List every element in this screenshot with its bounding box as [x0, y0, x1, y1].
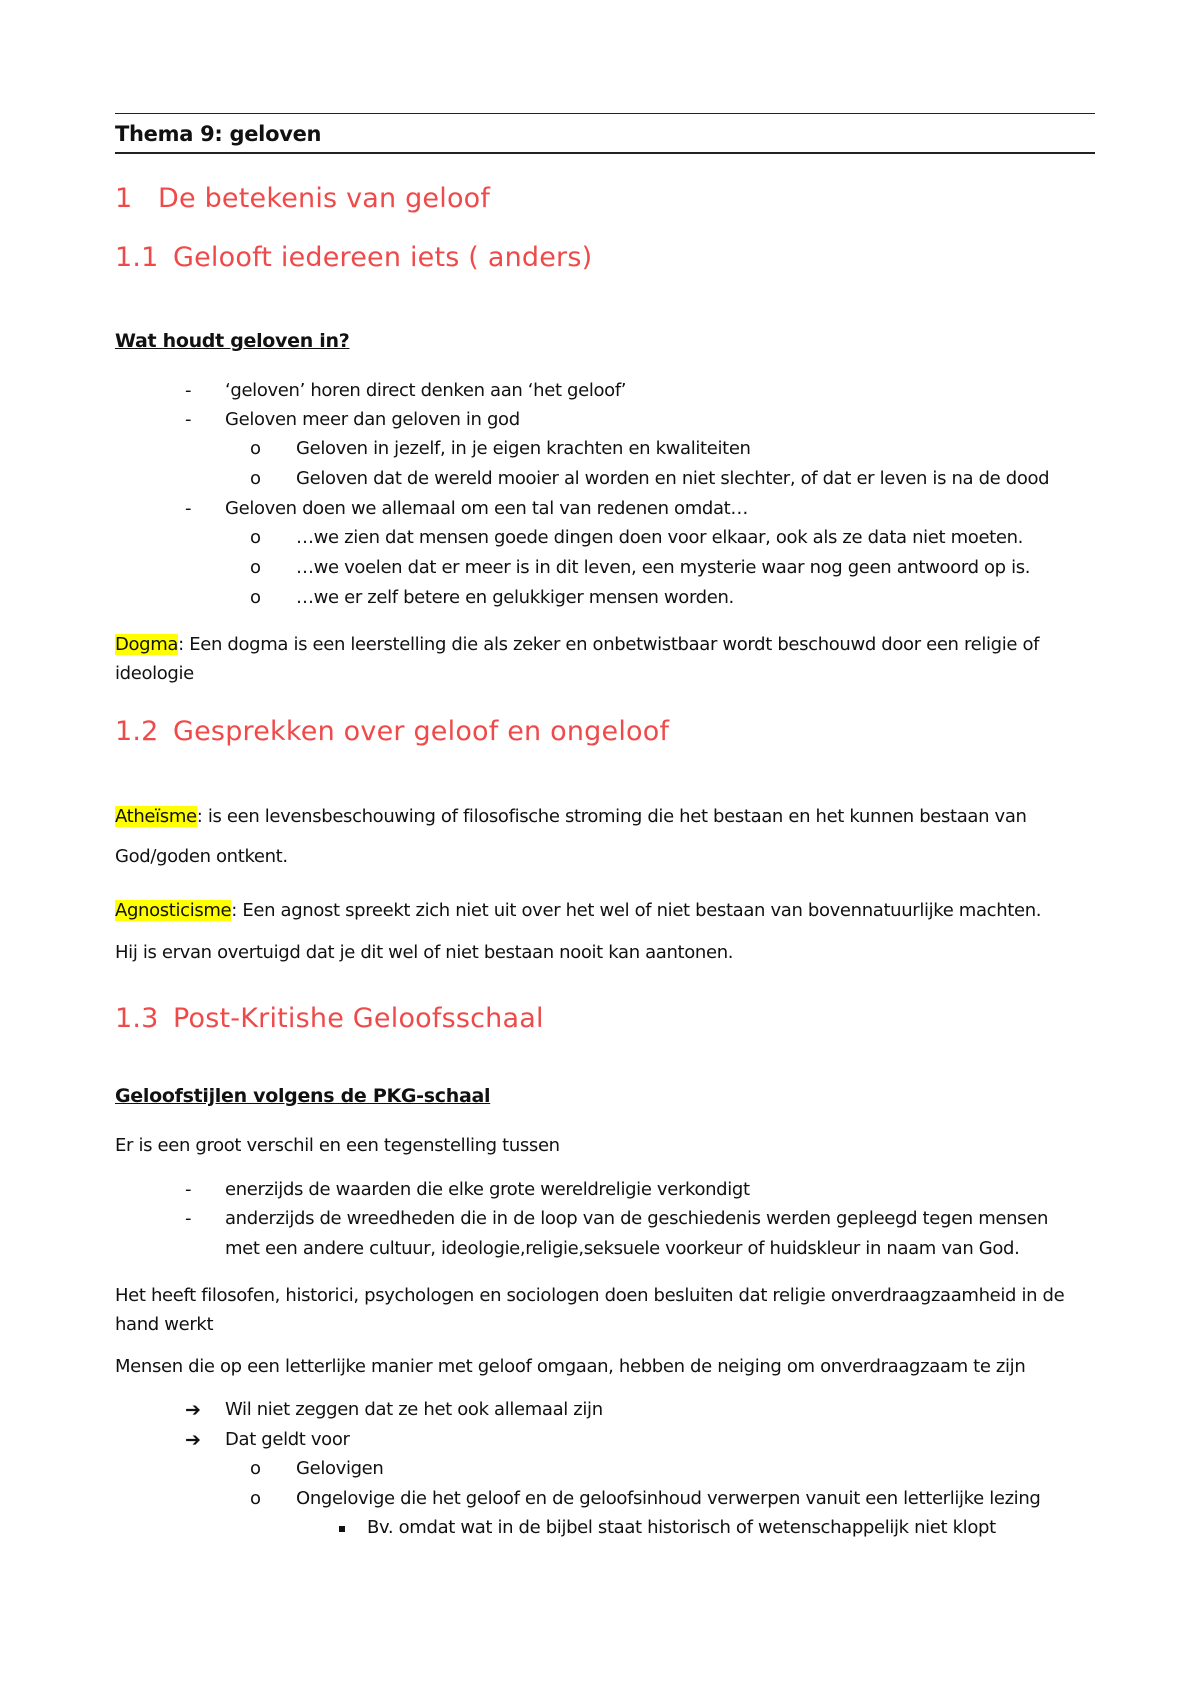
list-marker: o: [250, 1488, 262, 1509]
atheisme-definition: [115, 797, 1095, 877]
dogma-text: : Een dogma is een leerstelling die als zeker en onbetwistbaar wordt beschouwd door een religie of ideologie: [115, 634, 1040, 684]
list-item: …we er zelf betere en gelukkiger mensen worden.: [296, 587, 734, 608]
atheisme-term: Atheïsme: [115, 806, 197, 827]
list-marker: o: [250, 468, 262, 489]
sublist-item: Ongelovige die het geloof en de geloofsinhoud verwerpen vanuit een letterlijke lezing: [296, 1488, 1041, 1509]
list-marker: o: [250, 1458, 262, 1479]
dogma-term: Dogma: [115, 634, 179, 655]
paragraph-filosofen: Het heeft filosofen, historici, psychologen en sociologen doen besluiten dat religie onverdraagzaamheid in de hand werkt: [115, 1285, 1065, 1335]
title-bottom-rule: [115, 152, 1095, 154]
square-bullet-icon: [339, 1526, 345, 1532]
sub-sublist-item: Bv. omdat wat in de bijbel staat historisch of wetenschappelijk niet klopt: [367, 1517, 996, 1538]
heading-1-3-number: 1.3: [115, 1003, 159, 1034]
list-item: enerzijds de waarden die elke grote wereldreligie verkondigt: [225, 1179, 750, 1200]
list-item: …we voelen dat er meer is in dit leven, een mysterie waar nog geen antwoord op is.: [296, 557, 1031, 578]
heading-1-2: [115, 716, 669, 747]
dogma-definition: [115, 630, 1095, 688]
intro-paragraph: Er is een groot verschil en een tegenstelling tussen: [115, 1135, 560, 1156]
paragraph-mensen: Mensen die op een letterlijke manier met geloof omgaan, hebben de neiging om onverdraagzaam te zijn: [115, 1356, 1026, 1377]
heading-1-3-text: Post-Kritishe Geloofsschaal: [173, 1003, 544, 1034]
arrow-item: Wil niet zeggen dat ze het ook allemaal zijn: [225, 1399, 603, 1420]
list-marker: -: [185, 498, 192, 519]
heading-1-number: 1: [115, 183, 133, 214]
agnosticisme-text: : Een agnost spreekt zich niet uit over het wel of niet bestaan van bovennatuurlijke machten.: [231, 900, 1042, 921]
list-item: …we zien dat mensen goede dingen doen voor elkaar, ook als ze data niet moeten.: [296, 527, 1024, 548]
agnosticisme-term: Agnosticisme: [115, 900, 232, 921]
list-item: Geloven in jezelf, in je eigen krachten en kwaliteiten: [296, 438, 751, 459]
heading-1-1-text: Gelooft iedereen iets ( anders): [173, 242, 593, 273]
arrow-item: Dat geldt voor: [225, 1429, 350, 1450]
atheisme-text: : is een levensbeschouwing of filosofische stroming die het bestaan en het kunnen bestaan van God/goden ontkent.: [115, 806, 1027, 867]
list-marker: -: [185, 409, 192, 430]
subheading-wat-houdt-geloven-in: Wat houdt geloven in?: [115, 330, 350, 352]
list-item-continuation: met een andere cultuur, ideologie,religie,seksuele voorkeur of huidskleur in naam van God.: [225, 1238, 1020, 1259]
heading-1-text: De betekenis van geloof: [158, 183, 491, 214]
agnosticisme-definition: [115, 896, 1095, 925]
list-item: ‘geloven’ horen direct denken aan ‘het geloof’: [225, 380, 627, 401]
subheading-geloofstijlen: Geloofstijlen volgens de PKG-schaal: [115, 1085, 491, 1107]
list-item: Geloven meer dan geloven in god: [225, 409, 520, 430]
agnosticisme-explanation: Hij is ervan overtuigd dat je dit wel of niet bestaan nooit kan aantonen.: [115, 942, 734, 963]
list-marker: o: [250, 557, 262, 578]
heading-1-1: [115, 242, 592, 273]
heading-1-3: [115, 1003, 544, 1034]
list-item: Geloven doen we allemaal om een tal van redenen omdat…: [225, 498, 748, 519]
list-marker: -: [185, 1208, 192, 1229]
list-marker: -: [185, 1179, 192, 1200]
heading-1-1-number: 1.1: [115, 242, 159, 273]
title-top-rule: [115, 113, 1095, 114]
list-marker: o: [250, 587, 262, 608]
list-marker: -: [185, 380, 192, 401]
list-marker: o: [250, 527, 262, 548]
list-item: anderzijds de wreedheden die in de loop van de geschiedenis werden gepleegd tegen mensen: [225, 1208, 1048, 1229]
sublist-item: Gelovigen: [296, 1458, 384, 1479]
list-marker: o: [250, 438, 262, 459]
arrow-icon: ➔: [185, 1429, 201, 1451]
heading-1: [115, 183, 490, 214]
heading-1-2-number: 1.2: [115, 716, 159, 747]
heading-1-2-text: Gesprekken over geloof en ongeloof: [173, 716, 670, 747]
document-title: Thema 9: geloven: [115, 122, 322, 146]
arrow-icon: ➔: [185, 1399, 201, 1421]
list-item: Geloven dat de wereld mooier al worden en niet slechter, of dat er leven is na de dood: [296, 468, 1050, 489]
